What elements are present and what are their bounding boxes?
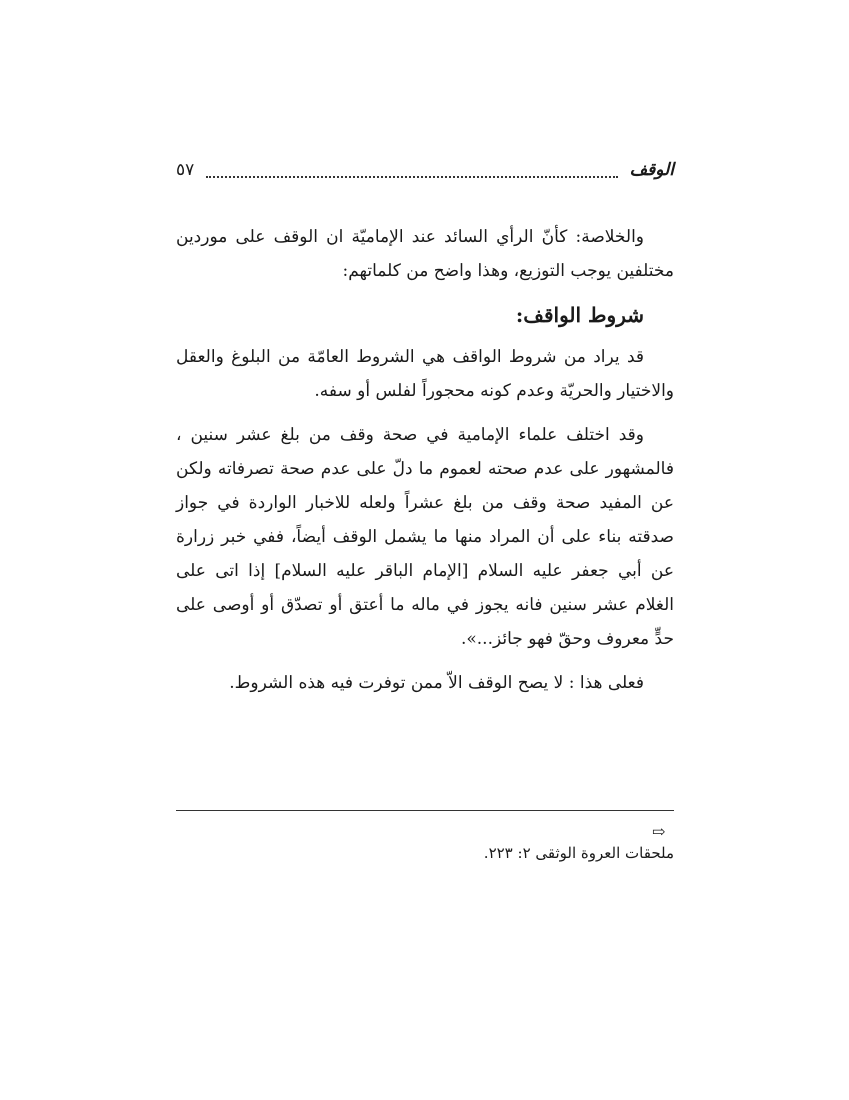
header-title: الوقف [629, 160, 674, 180]
header-dotted-leader [206, 176, 618, 178]
paragraph-dispute: وقد اختلف علماء الإمامية في صحة وقف من بلغ عشر سنين ، فالمشهور على عدم صحته لعموم ما دلّ على عدم صحة تصرفاته ولكن عن المفيد صحة وقف من بلغ عشراً ولعله للاخبار الواردة في جواز صدقته بناء على أن المراد منها ما يشمل الوقف أيضاً، ففي خبر زرارة عن أبي جعفر عليه السلام [الإمام الباقر عليه السلام] إذا اتى على الغلام عشر سنين فانه يجوز في ماله ما أعتق أو تصدّق أو أوصى على حدٍّ معروف وحقّ فهو جائز...». [176, 425, 674, 649]
running-header [176, 156, 674, 186]
footnote-separator [176, 810, 674, 811]
paragraph-conclusion: فعلى هذا : لا يصح الوقف الاّ ممن توفرت فيه هذه الشروط. [229, 673, 644, 693]
paragraph-summary: والخلاصة: كأنّ الرأي السائد عند الإماميّة ان الوقف على موردين مختلفين يوجب التوزيع، وهذا واضح من كلماتهم: [176, 227, 674, 281]
footnote: ملحقات العروة الوثقى ٢: ٢٢٣. [483, 844, 674, 862]
paragraph-conditions: قد يراد من شروط الواقف هي الشروط العامّة من البلوغ والعقل والاختيار والحريّة وعدم كونه محجوراً لفلس أو سفه. [176, 347, 674, 401]
arrow-right-icon: ⇨ [652, 822, 666, 841]
main-text [176, 220, 674, 710]
page-number: ٥٧ [176, 160, 195, 180]
section-heading: شروط الواقف: [515, 303, 644, 327]
